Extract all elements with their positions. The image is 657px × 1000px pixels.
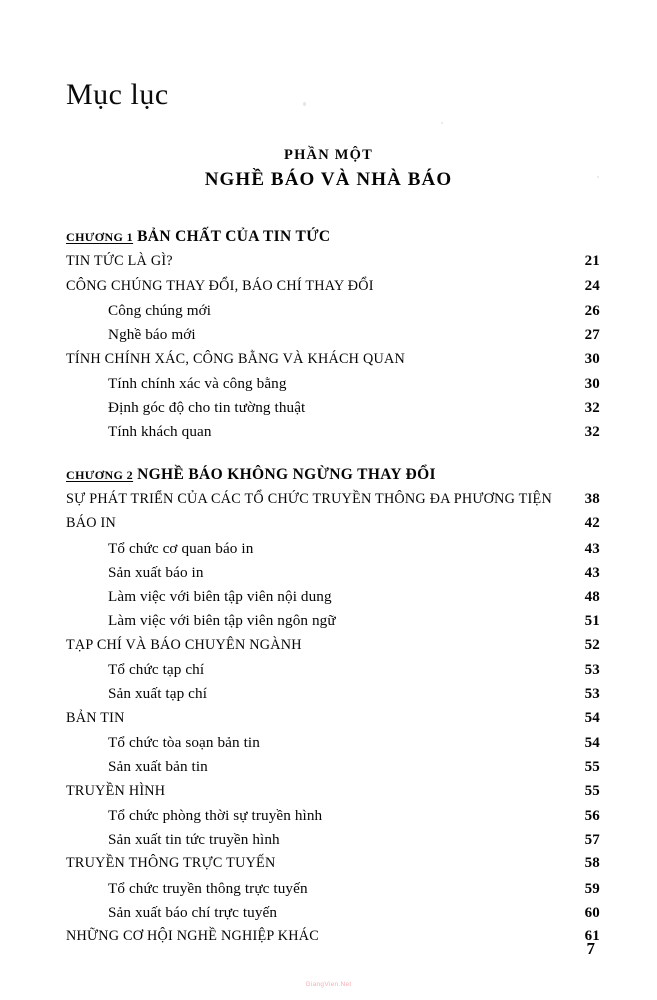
toc-entry[interactable] bbox=[66, 275, 600, 299]
toc-entry-page-number: 26 bbox=[584, 302, 600, 319]
scan-speck bbox=[441, 122, 443, 124]
toc-entry-label: Làm việc với biên tập viên ngôn ngữ bbox=[108, 612, 336, 630]
part-title: NGHỀ BÁO VÀ NHÀ BÁO bbox=[204, 168, 453, 190]
toc-entry[interactable] bbox=[66, 901, 600, 925]
toc-entry-label: CÔNG CHÚNG THAY ĐỔI, BÁO CHÍ THAY ĐỔI bbox=[66, 277, 374, 294]
toc-entry-label: Tính khách quan bbox=[108, 423, 212, 441]
page-folio: 7 bbox=[586, 939, 595, 958]
toc-entry-page-number: 55 bbox=[584, 782, 600, 799]
toc-entry[interactable] bbox=[66, 852, 600, 876]
toc-entry-page-number: 24 bbox=[584, 277, 600, 294]
toc-entry-page-number: 55 bbox=[584, 759, 600, 776]
toc-entry-label: Tổ chức cơ quan báo in bbox=[108, 539, 254, 557]
toc-entry[interactable] bbox=[66, 396, 600, 420]
toc-entry-page-number: 54 bbox=[584, 709, 600, 726]
toc-entry-label: Sản xuất báo chí trực tuyến bbox=[108, 904, 278, 922]
chapter-heading[interactable] bbox=[66, 463, 600, 487]
chapter-number: CHƯƠNG 1 bbox=[66, 230, 134, 244]
scan-speck bbox=[303, 102, 306, 106]
toc-entry-page-number: 54 bbox=[584, 734, 600, 751]
toc-entry-page-number: 59 bbox=[584, 880, 600, 897]
toc-entry-label: Làm việc với biên tập viên nội dung bbox=[108, 588, 332, 606]
toc-entry-page-number: 57 bbox=[584, 832, 600, 849]
toc-entry-page-number: 30 bbox=[584, 350, 600, 367]
toc-entry-page-number: 52 bbox=[584, 636, 600, 653]
toc-entry-page-number: 56 bbox=[584, 807, 600, 824]
toc-entry-page-number: 30 bbox=[584, 375, 600, 392]
toc-entry[interactable] bbox=[66, 537, 600, 561]
toc-entry-label: Công chúng mới bbox=[108, 301, 212, 319]
toc-entry-page-number: 61 bbox=[584, 928, 600, 945]
toc-entry-label: Tổ chức tạp chí bbox=[108, 661, 205, 679]
toc-entry-page-number: 38 bbox=[584, 491, 600, 507]
toc-entry[interactable] bbox=[66, 755, 600, 779]
toc-entry-page-number: 48 bbox=[584, 589, 600, 606]
toc-entry[interactable] bbox=[66, 250, 600, 274]
toc-entry-label: TÍNH CHÍNH XÁC, CÔNG BẰNG VÀ KHÁCH QUAN bbox=[66, 350, 405, 367]
toc-entry[interactable] bbox=[66, 348, 600, 372]
toc-entry[interactable] bbox=[66, 925, 600, 949]
toc-entry-label: BẢN TIN bbox=[66, 709, 125, 726]
toc-entry-page-number: 58 bbox=[584, 855, 600, 872]
toc-entry[interactable] bbox=[66, 682, 600, 706]
toc-entry-page-number: 51 bbox=[584, 613, 600, 630]
toc-entry-label: BÁO IN bbox=[66, 515, 116, 532]
toc-entry-label: NHỮNG CƠ HỘI NGHỀ NGHIỆP KHÁC bbox=[66, 928, 319, 945]
chapter-heading[interactable] bbox=[66, 225, 600, 249]
toc-entry-page-number: 60 bbox=[584, 905, 600, 922]
toc-entry[interactable] bbox=[66, 372, 600, 396]
toc-entry-label: TRUYỀN THÔNG TRỰC TUYẾN bbox=[66, 855, 276, 872]
toc-entry[interactable] bbox=[66, 804, 600, 828]
toc-entry-page-number: 27 bbox=[584, 327, 600, 344]
toc-entry[interactable] bbox=[66, 323, 600, 347]
toc-entry[interactable] bbox=[66, 420, 600, 444]
toc-entry-label: Nghề báo mới bbox=[108, 326, 196, 344]
toc-entry[interactable] bbox=[66, 707, 600, 731]
toc-entry-label: Tổ chức tòa soạn bản tin bbox=[108, 733, 260, 751]
table-of-contents bbox=[66, 225, 600, 950]
page-title: Mục lục bbox=[66, 78, 169, 112]
toc-entry[interactable] bbox=[66, 299, 600, 323]
chapter-title: BẢN CHẤT CỦA TIN TỨC bbox=[137, 228, 331, 245]
toc-entry[interactable] bbox=[66, 658, 600, 682]
toc-entry[interactable] bbox=[66, 609, 600, 633]
toc-entry-page-number: 21 bbox=[584, 253, 600, 270]
chapter-number: CHƯƠNG 2 bbox=[66, 467, 134, 482]
toc-entry-page-number: 32 bbox=[584, 424, 600, 441]
toc-entry-page-number: 32 bbox=[584, 400, 600, 417]
toc-entry[interactable] bbox=[66, 780, 600, 804]
part-label: PHẦN MỘT bbox=[284, 147, 373, 163]
toc-entry-label: TRUYỀN HÌNH bbox=[66, 782, 166, 799]
toc-entry-label: Định góc độ cho tin tường thuật bbox=[108, 399, 306, 417]
toc-entry-label: Tính chính xác và công bằng bbox=[108, 374, 287, 392]
toc-entry[interactable] bbox=[66, 634, 600, 658]
toc-entry-label: Tổ chức phòng thời sự truyền hình bbox=[108, 806, 323, 824]
toc-entry-label: SỰ PHÁT TRIỂN CỦA CÁC TỔ CHỨC TRUYỀN THÔNG ĐA PHƯƠNG TIỆN bbox=[66, 491, 552, 507]
toc-entry-page-number: 42 bbox=[584, 515, 600, 532]
toc-entry-label: Sản xuất tin tức truyền hình bbox=[108, 831, 280, 849]
toc-entry[interactable] bbox=[66, 512, 600, 536]
toc-entry[interactable] bbox=[66, 561, 600, 585]
toc-entry[interactable] bbox=[66, 828, 600, 852]
toc-entry-page-number: 43 bbox=[584, 540, 600, 557]
toc-entry-page-number: 53 bbox=[584, 662, 600, 679]
toc-entry-label: TẠP CHÍ VÀ BÁO CHUYÊN NGÀNH bbox=[66, 636, 302, 653]
watermark: GiangVien.Net bbox=[305, 981, 352, 988]
toc-entry-page-number: 53 bbox=[584, 686, 600, 703]
toc-entry-label: TIN TỨC LÀ GÌ? bbox=[66, 253, 173, 270]
toc-entry[interactable] bbox=[66, 488, 600, 512]
toc-entry-label: Tổ chức truyền thông trực tuyến bbox=[108, 879, 308, 897]
toc-entry-label: Sản xuất tạp chí bbox=[108, 685, 208, 703]
toc-entry[interactable] bbox=[66, 877, 600, 901]
toc-entry[interactable] bbox=[66, 731, 600, 755]
scan-speck bbox=[597, 176, 599, 178]
toc-entry-page-number: 43 bbox=[584, 564, 600, 581]
toc-entry-label: Sản xuất bản tin bbox=[108, 758, 208, 776]
toc-entry[interactable] bbox=[66, 585, 600, 609]
toc-entry-label: Sản xuất báo in bbox=[108, 563, 204, 581]
part-header bbox=[0, 146, 657, 193]
chapter-title: NGHỀ BÁO KHÔNG NGỪNG THAY ĐỔI bbox=[137, 465, 436, 483]
